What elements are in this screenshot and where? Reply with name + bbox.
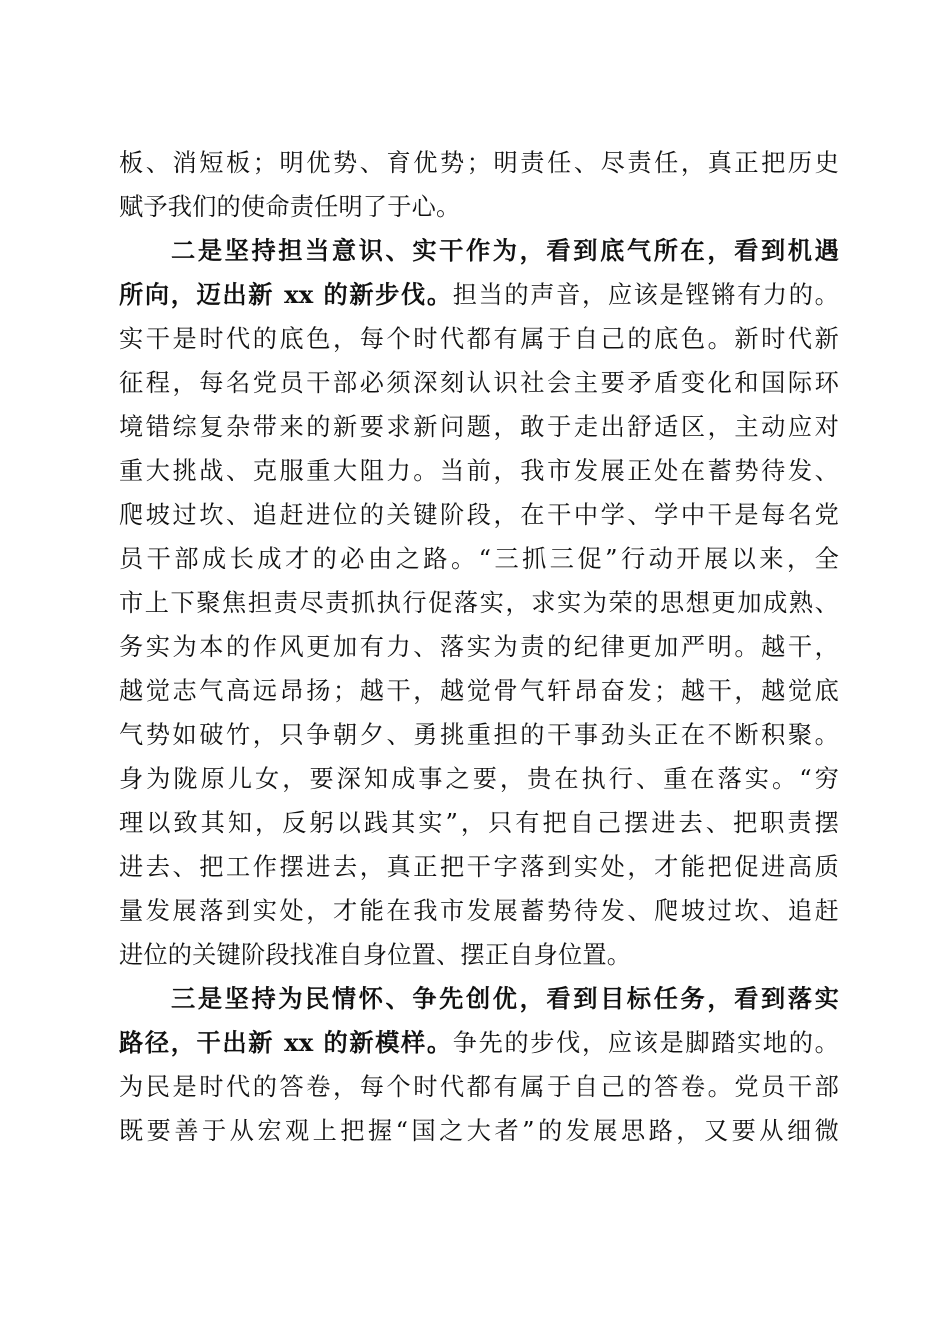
text-line	[119, 185, 839, 229]
text-line	[119, 1109, 839, 1153]
text-line	[119, 933, 839, 977]
text-line	[119, 317, 839, 361]
text-segment: 为民是时代的答卷，每个时代都有属于自己的答卷。党员干部	[119, 1073, 839, 1101]
text-segment: 重大挑战、克服重大阻力。当前，我市发展正处在蓄势待发、	[119, 457, 839, 485]
text-line	[119, 493, 839, 537]
text-line	[119, 757, 839, 801]
text-line	[119, 1021, 839, 1065]
text-line	[119, 273, 839, 317]
text-line	[119, 845, 839, 889]
text-line	[119, 625, 839, 669]
text-segment: 爬坡过坎、追赶进位的关键阶段，在干中学、学中干是每名党	[119, 501, 839, 529]
text-line	[119, 449, 839, 493]
text-line	[119, 801, 839, 845]
text-line	[119, 669, 839, 713]
text-segment: 员干部成长成才的必由之路。“三抓三促”行动开展以来，全	[119, 545, 839, 573]
text-line	[119, 581, 839, 625]
text-line	[119, 141, 839, 185]
text-line	[119, 537, 839, 581]
text-segment: 境错综复杂带来的新要求新问题，敢于走出舒适区，主动应对	[119, 413, 839, 441]
text-segment: 气势如破竹，只争朝夕、勇挑重担的干事劲头正在不断积聚。	[119, 721, 839, 749]
text-segment: 征程，每名党员干部必须深刻认识社会主要矛盾变化和国际环	[119, 369, 839, 397]
text-segment: 争先的步伐，应该是脚踏实地的。	[452, 1029, 839, 1057]
text-segment: 既要善于从宏观上把握“国之大者”的发展思路，又要从细微	[119, 1117, 839, 1145]
text-segment: 越觉志气高远昂扬；越干，越觉骨气轩昂奋发；越干，越觉底	[119, 677, 839, 705]
section-heading-line	[171, 977, 839, 1021]
section-heading-line	[171, 229, 839, 273]
text-segment: 赋予我们的使命责任明了于心。	[119, 193, 461, 221]
text-segment: 进去、把工作摆进去，真正把干字落到实处，才能把促进高质	[119, 853, 839, 881]
text-line	[119, 889, 839, 933]
heading-segment: 二是坚持担当意识、实干作为，看到底气所在，看到机遇	[171, 236, 839, 265]
text-segment: 量发展落到实处，才能在我市发展蓄势待发、爬坡过坎、追赶	[119, 897, 839, 925]
text-line	[119, 1065, 839, 1109]
text-line	[119, 361, 839, 405]
heading-segment: 三是坚持为民情怀、争先创优，看到目标任务，看到落实	[171, 984, 839, 1013]
text-line	[119, 405, 839, 449]
text-line	[119, 713, 839, 757]
text-segment: 身为陇原儿女，要深知成事之要，贵在执行、重在落实。“穷	[119, 765, 839, 793]
heading-segment: 所向，迈出新 xx 的新步伐。	[119, 280, 453, 309]
text-segment: 板、消短板；明优势、育优势；明责任、尽责任，真正把历史	[119, 149, 839, 177]
text-segment: 担当的声音，应该是铿锵有力的。	[452, 281, 839, 309]
text-segment: 进位的关键阶段找准自身位置、摆正自身位置。	[119, 941, 632, 969]
text-segment: 理以致其知，反躬以践其实”，只有把自己摆进去、把职责摆	[119, 809, 839, 837]
text-segment: 市上下聚焦担责尽责抓执行促落实，求实为荣的思想更加成熟、	[119, 589, 839, 617]
text-segment: 实干是时代的底色，每个时代都有属于自己的底色。新时代新	[119, 325, 839, 353]
heading-segment: 路径，干出新 xx 的新模样。	[119, 1028, 453, 1057]
text-segment: 务实为本的作风更加有力、落实为责的纪律更加严明。越干，	[119, 633, 839, 661]
